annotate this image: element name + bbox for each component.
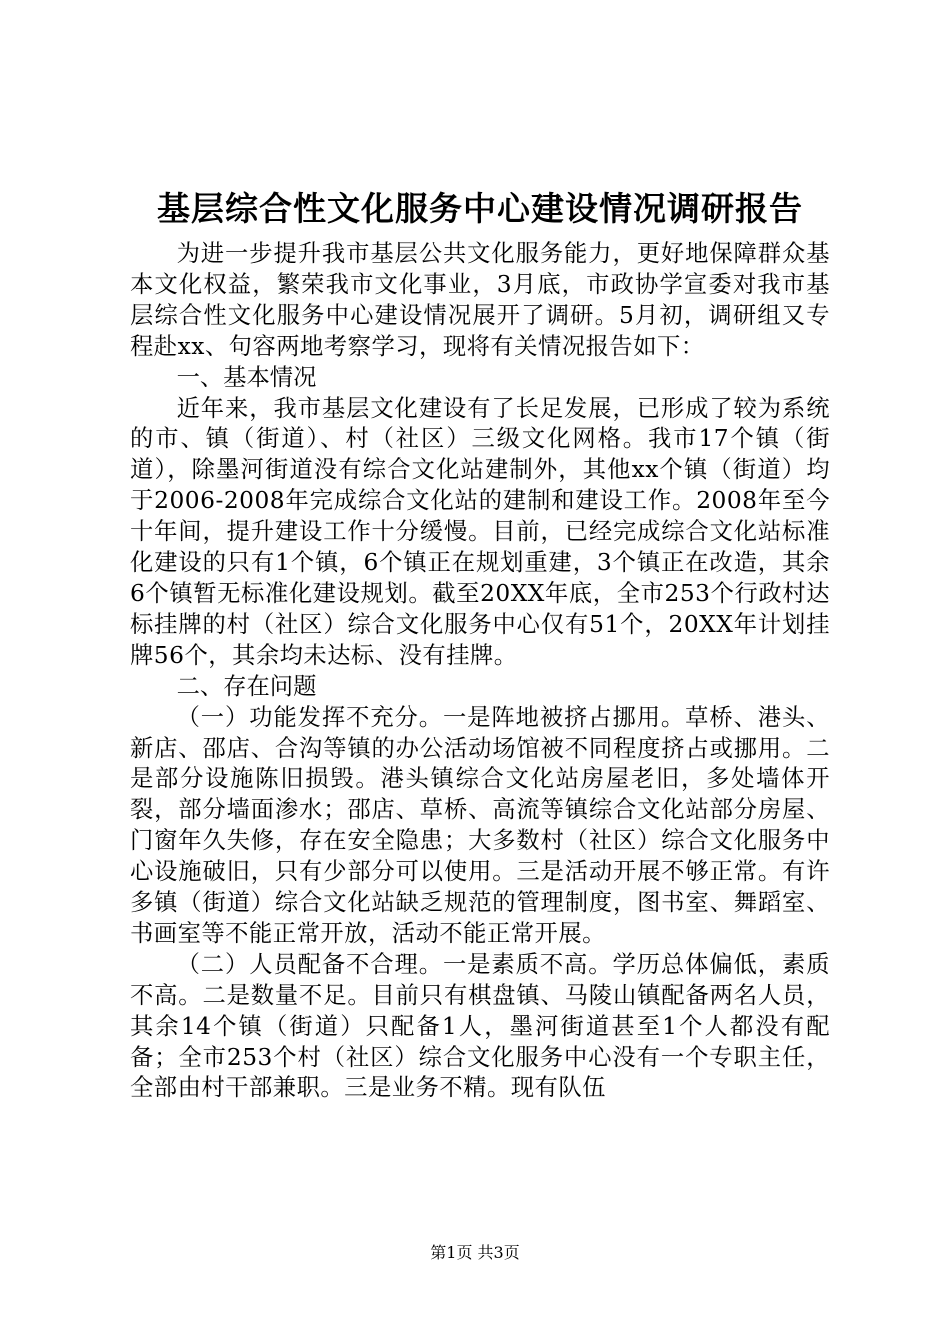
section-heading-problems: 二、存在问题 [176,672,317,700]
document-title: 基层综合性文化服务中心建设情况调研报告 [157,189,803,228]
problem-paragraph-2: （二）人员配备不合理。一是素质不高。学历总体偏低，素质不高。二是数量不足。目前只有棋盘镇、马陵山镇配备两名人员，其余14个镇（街道）只配备1人，墨河街道甚至1个人都没有配备；全市253个村（社区）综合文化服务中心没有一个专职主任，全部由村干部兼职。三是业务不精。现有队伍 [130,950,830,1102]
document-page [130,183,830,1104]
basic-situation-paragraph: 近年来，我市基层文化建设有了长足发展，已形成了较为系统的市、镇（街道）、村（社区）三级文化网格。我市17个镇（街道），除墨河街道没有综合文化站建制外，其他xx个镇（街道）均于2006-2008年完成综合文化站的建制和建设工作。2008年至今十年间，提升建设工作十分缓慢。目前，已经完成综合文化站标准化建设的只有1个镇，6个镇正在规划重建，3个镇正在改造，其余6个镇暂无标准化建设规划。截至20XX年底，全市253个行政村达标挂牌的村（社区）综合文化服务中心仅有51个，20XX年计划挂牌56个，其余均未达标、没有挂牌。 [130,394,830,669]
problem-paragraph-1: （一）功能发挥不充分。一是阵地被挤占挪用。草桥、港头、新店、邵店、合沟等镇的办公活动场馆被不同程度挤占或挪用。二是部分设施陈旧损毁。港头镇综合文化站房屋老旧，多处墙体开裂，部分墙面渗水；邵店、草桥、高流等镇综合文化站部分房屋、门窗年久失修，存在安全隐患；大多数村（社区）综合文化服务中心设施破旧，只有少部分可以使用。三是活动开展不够正常。有许多镇（街道）综合文化站缺乏规范的管理制度，图书室、舞蹈室、书画室等不能正常开放，活动不能正常开展。 [130,703,830,947]
section-heading-basic-situation: 一、基本情况 [176,363,317,391]
intro-paragraph: 为进一步提升我市基层公共文化服务能力，更好地保障群众基本文化权益，繁荣我市文化事业，3月底，市政协学宣委对我市基层综合性文化服务中心建设情况展开了调研。5月初，调研组又专程赴xx、句容两地考察学习，现将有关情况报告如下： [130,240,830,360]
page-number-footer: 第1页 共3页 [430,1243,520,1262]
